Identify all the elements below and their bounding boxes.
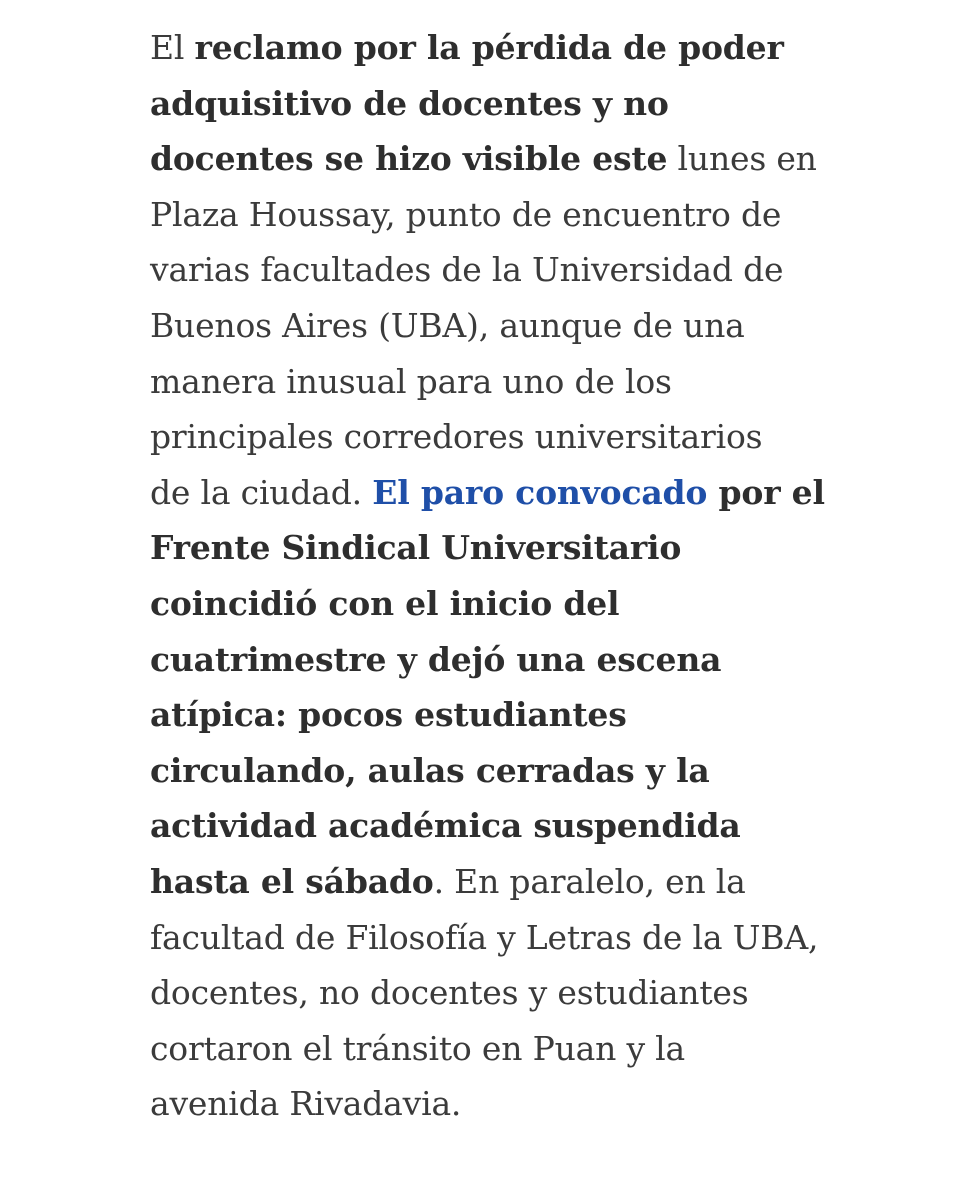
bold-text: cuatrimestre y dejó una escena xyxy=(150,639,722,679)
body-text: avenida Rivadavia. xyxy=(150,1084,462,1124)
text-line xyxy=(150,520,850,576)
bold-text: actividad académica suspendida xyxy=(150,806,741,846)
body-text: varias facultades de la Universidad de xyxy=(150,250,784,290)
text-line xyxy=(150,854,850,910)
text-line xyxy=(150,465,850,521)
text-line xyxy=(150,965,850,1021)
text-line xyxy=(150,1076,850,1132)
text-line xyxy=(150,798,850,854)
body-text: . En paralelo, en la xyxy=(433,861,746,901)
body-text: Buenos Aires (UBA), aunque de una xyxy=(150,305,745,345)
body-text: Plaza Houssay, punto de encuentro de xyxy=(150,194,782,234)
text-line xyxy=(150,354,850,410)
text-line xyxy=(150,632,850,688)
body-text: docentes, no docentes y estudiantes xyxy=(150,973,749,1013)
bold-text: Frente Sindical Universitario xyxy=(150,528,682,568)
text-line xyxy=(150,298,850,354)
bold-text: circulando, aulas cerradas y la xyxy=(150,750,710,790)
text-line xyxy=(150,743,850,799)
bold-text: por el xyxy=(707,472,825,512)
bold-text: reclamo por la pérdida de poder xyxy=(194,28,784,67)
text-line xyxy=(150,576,850,632)
text-line xyxy=(150,20,850,76)
body-text: facultad de Filosofía y Letras de la UBA, xyxy=(150,917,819,957)
text-line xyxy=(150,409,850,465)
text-line xyxy=(150,687,850,743)
body-text: lunes en xyxy=(667,139,817,179)
text-line xyxy=(150,131,850,187)
body-text: principales corredores universitarios xyxy=(150,417,763,457)
body-text: manera inusual para uno de los xyxy=(150,361,672,401)
bold-text: docentes se hizo visible este xyxy=(150,139,668,179)
body-text: de la ciudad. xyxy=(150,472,373,512)
bold-text: hasta el sábado xyxy=(150,861,434,901)
bold-text: adquisitivo de docentes y no xyxy=(150,83,669,123)
bold-text: coincidió con el inicio del xyxy=(150,583,620,623)
text-line xyxy=(150,910,850,966)
text-line xyxy=(150,76,850,132)
body-text: El xyxy=(150,28,195,67)
text-line xyxy=(150,242,850,298)
body-text: cortaron el tránsito en Puan y la xyxy=(150,1028,685,1068)
article-paragraph xyxy=(150,20,850,1132)
text-line xyxy=(150,187,850,243)
text-line xyxy=(150,1021,850,1077)
bold-text: atípica: pocos estudiantes xyxy=(150,695,627,735)
article-body xyxy=(150,20,850,1132)
article-link[interactable]: El paro convocado xyxy=(372,472,708,512)
